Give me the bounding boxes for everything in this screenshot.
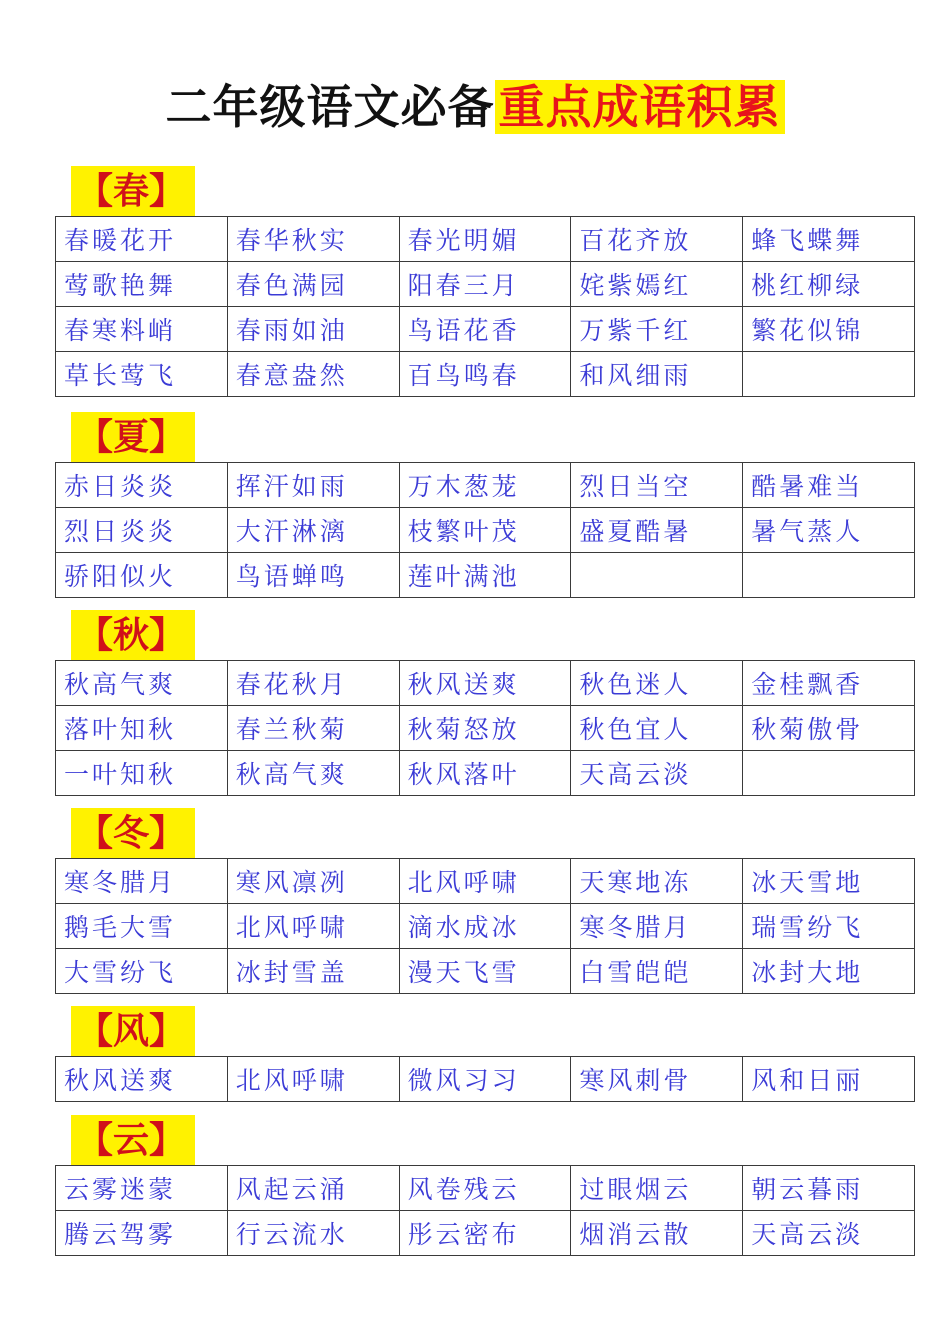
idiom-table <box>55 1165 915 1256</box>
idiom-cell: 春花秋月 <box>227 661 399 706</box>
idiom-cell: 赤日炎炎 <box>56 463 228 508</box>
idiom-cell: 冰封雪盖 <box>227 949 399 994</box>
idiom-cell: 阳春三月 <box>399 262 571 307</box>
idiom-cell: 春意盎然 <box>227 352 399 397</box>
table-row <box>56 262 915 307</box>
idiom-cell: 春色满园 <box>227 262 399 307</box>
section-label: 【秋】 <box>71 610 195 660</box>
season-section <box>55 166 915 397</box>
idiom-cell: 百鸟鸣春 <box>399 352 571 397</box>
idiom-cell: 彤云密布 <box>399 1211 571 1256</box>
idiom-cell: 滴水成冰 <box>399 904 571 949</box>
idiom-cell: 蜂飞蝶舞 <box>743 217 915 262</box>
idiom-cell: 微风习习 <box>399 1057 571 1102</box>
idiom-cell: 万木葱茏 <box>399 463 571 508</box>
idiom-cell: 天高云淡 <box>571 751 743 796</box>
idiom-cell: 天高云淡 <box>743 1211 915 1256</box>
idiom-cell: 金桂飘香 <box>743 661 915 706</box>
table-row <box>56 751 915 796</box>
idiom-cell: 烈日炎炎 <box>56 508 228 553</box>
section-label: 【冬】 <box>71 808 195 858</box>
page-title <box>0 72 950 142</box>
idiom-cell: 落叶知秋 <box>56 706 228 751</box>
idiom-cell: 北风呼啸 <box>227 1057 399 1102</box>
idiom-cell: 秋高气爽 <box>227 751 399 796</box>
season-section <box>55 412 915 598</box>
idiom-cell <box>743 553 915 598</box>
idiom-cell: 烟消云散 <box>571 1211 743 1256</box>
table-row <box>56 661 915 706</box>
table-row <box>56 1057 915 1102</box>
idiom-cell: 春华秋实 <box>227 217 399 262</box>
idiom-table <box>55 1056 915 1102</box>
idiom-cell: 鹅毛大雪 <box>56 904 228 949</box>
table-row <box>56 217 915 262</box>
table-row <box>56 1166 915 1211</box>
idiom-table <box>55 660 915 796</box>
idiom-cell: 姹紫嫣红 <box>571 262 743 307</box>
season-section <box>55 1115 915 1256</box>
idiom-cell: 一叶知秋 <box>56 751 228 796</box>
idiom-cell: 鸟语花香 <box>399 307 571 352</box>
table-row <box>56 904 915 949</box>
season-section <box>55 610 915 796</box>
section-label: 【春】 <box>71 166 195 216</box>
idiom-cell <box>743 751 915 796</box>
idiom-cell: 秋风落叶 <box>399 751 571 796</box>
idiom-cell: 鸟语蝉鸣 <box>227 553 399 598</box>
idiom-cell: 春寒料峭 <box>56 307 228 352</box>
section-label: 【云】 <box>71 1115 195 1165</box>
idiom-cell: 寒风凛冽 <box>227 859 399 904</box>
idiom-cell: 漫天飞雪 <box>399 949 571 994</box>
idiom-cell: 云雾迷蒙 <box>56 1166 228 1211</box>
idiom-cell: 万紫千红 <box>571 307 743 352</box>
idiom-cell <box>571 553 743 598</box>
idiom-cell: 大汗淋漓 <box>227 508 399 553</box>
title-main: 二年级语文必备 <box>165 80 495 134</box>
idiom-cell: 秋色宜人 <box>571 706 743 751</box>
idiom-cell: 秋菊傲骨 <box>743 706 915 751</box>
season-section <box>55 1006 915 1102</box>
idiom-cell: 春雨如油 <box>227 307 399 352</box>
table-row <box>56 508 915 553</box>
idiom-cell: 行云流水 <box>227 1211 399 1256</box>
idiom-cell: 寒风刺骨 <box>571 1057 743 1102</box>
idiom-cell: 大雪纷飞 <box>56 949 228 994</box>
idiom-cell: 北风呼啸 <box>227 904 399 949</box>
table-row <box>56 352 915 397</box>
idiom-cell: 烈日当空 <box>571 463 743 508</box>
table-row <box>56 553 915 598</box>
idiom-cell <box>743 352 915 397</box>
table-row <box>56 859 915 904</box>
idiom-cell: 秋风送爽 <box>399 661 571 706</box>
idiom-cell: 草长莺飞 <box>56 352 228 397</box>
idiom-cell: 枝繁叶茂 <box>399 508 571 553</box>
idiom-cell: 骄阳似火 <box>56 553 228 598</box>
idiom-cell: 秋风送爽 <box>56 1057 228 1102</box>
table-row <box>56 949 915 994</box>
section-label: 【夏】 <box>71 412 195 462</box>
idiom-cell: 冰封大地 <box>743 949 915 994</box>
idiom-cell: 和风细雨 <box>571 352 743 397</box>
idiom-cell: 春光明媚 <box>399 217 571 262</box>
idiom-cell: 莲叶满池 <box>399 553 571 598</box>
idiom-cell: 风和日丽 <box>743 1057 915 1102</box>
idiom-cell: 挥汗如雨 <box>227 463 399 508</box>
table-row <box>56 307 915 352</box>
idiom-cell: 暑气蒸人 <box>743 508 915 553</box>
idiom-cell: 春暖花开 <box>56 217 228 262</box>
idiom-cell: 莺歌艳舞 <box>56 262 228 307</box>
idiom-cell: 冰天雪地 <box>743 859 915 904</box>
title-highlight: 重点成语积累 <box>495 80 785 134</box>
idiom-cell: 盛夏酷暑 <box>571 508 743 553</box>
idiom-cell: 朝云暮雨 <box>743 1166 915 1211</box>
idiom-cell: 寒冬腊月 <box>56 859 228 904</box>
idiom-cell: 寒冬腊月 <box>571 904 743 949</box>
idiom-cell: 桃红柳绿 <box>743 262 915 307</box>
idiom-table <box>55 858 915 994</box>
idiom-cell: 春兰秋菊 <box>227 706 399 751</box>
section-label: 【风】 <box>71 1006 195 1056</box>
idiom-cell: 天寒地冻 <box>571 859 743 904</box>
idiom-cell: 白雪皑皑 <box>571 949 743 994</box>
table-row <box>56 1211 915 1256</box>
idiom-cell: 北风呼啸 <box>399 859 571 904</box>
table-row <box>56 463 915 508</box>
table-row <box>56 706 915 751</box>
idiom-cell: 腾云驾雾 <box>56 1211 228 1256</box>
idiom-table <box>55 216 915 397</box>
idiom-table <box>55 462 915 598</box>
idiom-cell: 酷暑难当 <box>743 463 915 508</box>
idiom-cell: 风卷残云 <box>399 1166 571 1211</box>
idiom-cell: 秋色迷人 <box>571 661 743 706</box>
idiom-cell: 秋菊怒放 <box>399 706 571 751</box>
idiom-cell: 百花齐放 <box>571 217 743 262</box>
season-section <box>55 808 915 994</box>
idiom-cell: 秋高气爽 <box>56 661 228 706</box>
idiom-cell: 繁花似锦 <box>743 307 915 352</box>
idiom-cell: 过眼烟云 <box>571 1166 743 1211</box>
idiom-cell: 瑞雪纷飞 <box>743 904 915 949</box>
idiom-cell: 风起云涌 <box>227 1166 399 1211</box>
